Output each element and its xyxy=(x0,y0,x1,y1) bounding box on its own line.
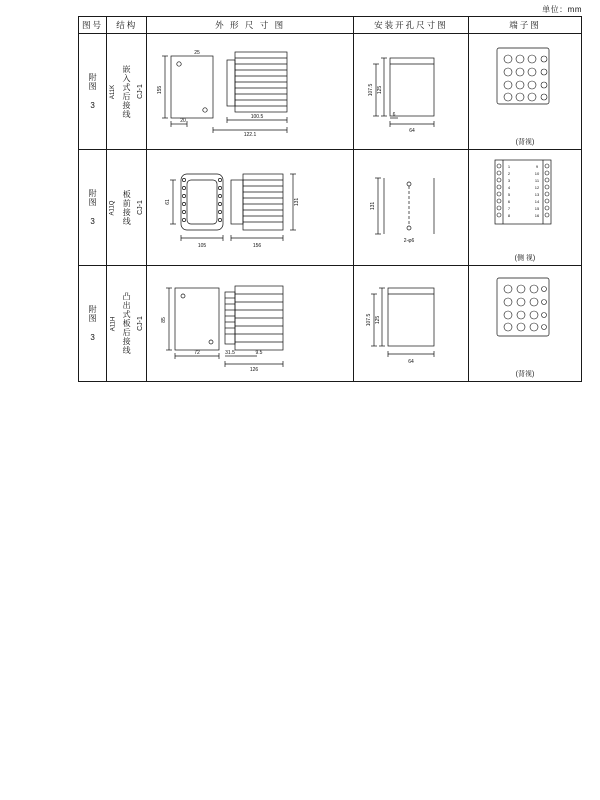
svg-text:4: 4 xyxy=(507,185,511,190)
cell-hole-drawing xyxy=(353,266,468,382)
dim-100-5: 100.5 xyxy=(251,114,264,120)
svg-text:13: 13 xyxy=(534,192,540,197)
cell-fig-no xyxy=(79,34,107,150)
structure-code-bottom: A11H xyxy=(109,316,116,331)
svg-text:10: 10 xyxy=(534,171,540,176)
dim-64: 64 xyxy=(408,359,414,365)
header-terminal: 端子图 xyxy=(468,17,581,34)
structure-code-bottom: A11K xyxy=(109,84,116,99)
outline-drawing-2 xyxy=(147,150,345,258)
header-structure: 结构 xyxy=(107,17,147,34)
dim-156: 156 xyxy=(253,243,262,249)
terminal-view-label: (背视) xyxy=(515,371,535,378)
header-outline: 外 形 尺 寸 图 xyxy=(147,17,353,34)
svg-text:7: 7 xyxy=(507,206,511,211)
header-row xyxy=(79,17,582,34)
terminal-view-label: (背视) xyxy=(515,139,535,146)
fig-no-text: 附图 3 xyxy=(88,304,98,343)
dim-155: 155 xyxy=(157,85,164,95)
cell-outline-drawing xyxy=(147,150,353,266)
unit-note: 单位：mm xyxy=(542,5,582,14)
dim-131: 131 xyxy=(369,201,376,211)
dim-25: 25 xyxy=(194,50,201,56)
cell-terminal-diagram xyxy=(468,34,581,150)
hole-drawing-1 xyxy=(354,34,464,142)
dim-61: 61 xyxy=(165,199,172,205)
table-row xyxy=(79,150,582,266)
dim-107-5: 107.5 xyxy=(367,83,374,97)
cell-outline-drawing xyxy=(147,266,353,382)
hole-drawing-3 xyxy=(354,266,464,374)
structure-name: 板前接线 xyxy=(122,189,132,226)
outline-drawing-1 xyxy=(147,34,345,142)
dim-125: 125 xyxy=(374,315,381,325)
outline-drawing-3 xyxy=(147,266,345,374)
svg-text:12: 12 xyxy=(534,185,540,190)
table-row xyxy=(79,266,582,382)
dim-105: 105 xyxy=(198,243,207,249)
fig-no-text: 附图 3 xyxy=(88,72,98,111)
svg-text:8: 8 xyxy=(507,213,511,218)
svg-text:1: 1 xyxy=(507,164,511,169)
structure-name: 凸出式板后接线 xyxy=(122,292,132,355)
svg-text:11: 11 xyxy=(534,178,539,183)
terminal-drawing-3 xyxy=(469,266,577,366)
cell-structure xyxy=(107,150,147,266)
structure-code-bottom: A11Q xyxy=(109,200,116,215)
cell-terminal-diagram xyxy=(468,266,581,382)
svg-text:6: 6 xyxy=(507,199,511,204)
svg-text:16: 16 xyxy=(534,213,540,218)
cell-terminal-diagram xyxy=(468,150,581,266)
structure-name: 嵌入式后接线 xyxy=(121,64,131,119)
dim-122-1: 122.1 xyxy=(244,132,257,138)
dim-131: 131 xyxy=(294,197,301,207)
terminal-drawing-1 xyxy=(469,34,577,134)
dim-20: 20 xyxy=(180,118,187,124)
dim-125: 125 xyxy=(376,85,383,95)
structure-code-top: CJ-1 xyxy=(136,84,144,99)
table-header xyxy=(79,17,582,34)
terminal-drawing-2 xyxy=(469,150,577,250)
svg-text:2: 2 xyxy=(507,171,511,176)
cell-fig-no xyxy=(79,150,107,266)
dim-64: 64 xyxy=(409,128,415,134)
svg-text:3: 3 xyxy=(507,178,511,183)
cell-hole-drawing xyxy=(353,150,468,266)
svg-text:9: 9 xyxy=(535,164,539,169)
cell-structure xyxy=(107,34,147,150)
table-row xyxy=(79,34,582,150)
dim-2phi6: 2-φ6 xyxy=(403,238,415,244)
dim-107-5: 107.5 xyxy=(365,313,372,327)
dim-6: 6 xyxy=(392,112,396,118)
dim-85: 85 xyxy=(161,317,168,323)
spec-table xyxy=(78,16,582,382)
hole-drawing-2 xyxy=(354,150,464,258)
table-body xyxy=(79,34,582,382)
svg-text:14: 14 xyxy=(534,199,540,204)
cell-structure xyxy=(107,266,147,382)
dim-126: 126 xyxy=(250,367,259,373)
dim-72: 72 xyxy=(194,350,201,356)
svg-text:15: 15 xyxy=(534,206,540,211)
dim-9-5: 9.5 xyxy=(255,350,263,356)
svg-text:5: 5 xyxy=(507,192,511,197)
structure-code-top: CJ-1 xyxy=(137,316,145,331)
cell-fig-no xyxy=(79,266,107,382)
dim-31-5: 31.5 xyxy=(225,350,236,356)
terminal-view-label: (侧 视) xyxy=(514,255,536,262)
structure-code-top: CJ-1 xyxy=(137,200,145,215)
cell-outline-drawing xyxy=(147,34,353,150)
fig-no-text: 附图 3 xyxy=(88,188,98,227)
cell-hole-drawing xyxy=(353,34,468,150)
header-hole: 安装开孔尺寸图 xyxy=(353,17,468,34)
header-fig-no: 图号 xyxy=(79,17,107,34)
